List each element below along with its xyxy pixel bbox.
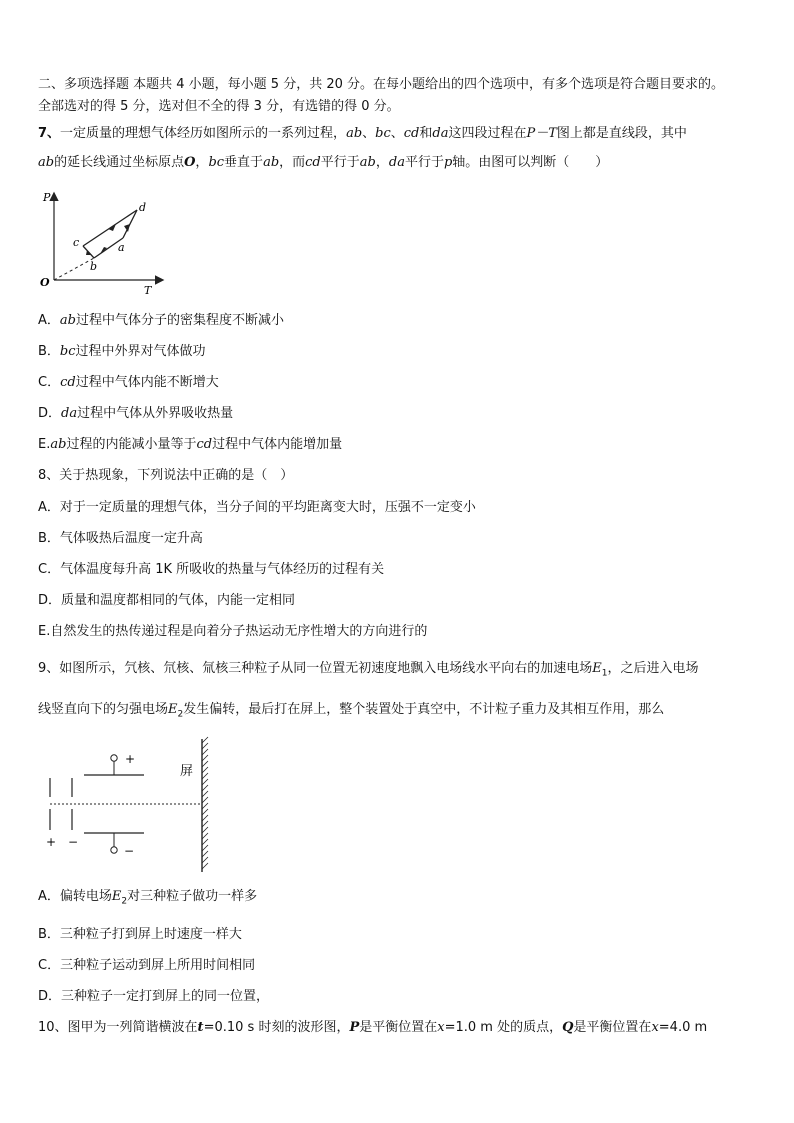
extension-dashed-line — [54, 258, 94, 280]
label-T: T — [144, 284, 152, 297]
label-minus-left: − — [68, 835, 79, 849]
q7-option-a: A．ab过程中气体分子的密集程度不断减小 — [38, 313, 284, 328]
terminal-top — [111, 755, 117, 761]
section-instructions-line2: 全部选对的得 5 分，选对但不全的得 3 分，有选错的得 0 分。 — [38, 99, 400, 114]
label-screen: 屏 — [180, 764, 194, 779]
field-apparatus-diagram — [40, 735, 220, 875]
q8-option-c: C．气体温度每升高 1K 所吸收的热量与气体经历的过程有关 — [38, 562, 385, 577]
arrow-cd — [108, 224, 116, 231]
label-minus-bottom: − — [124, 844, 135, 858]
q7-stem-line1: 7、一定质量的理想气体经历如图所示的一系列过程，ab、bc、cd和da这四段过程在P－T图上都是直线段，其中 — [38, 126, 687, 141]
q8-option-d: D．质量和温度都相同的气体，内能一定相同 — [38, 593, 296, 608]
q9-option-d: D．三种粒子一定打到屏上的同一位置， — [38, 989, 270, 1004]
terminal-bottom — [111, 847, 117, 853]
q7-option-d: D．da过程中气体从外界吸收热量 — [38, 406, 234, 421]
label-a: a — [118, 241, 125, 254]
q7-option-b: B．bc过程中外界对气体做功 — [38, 344, 206, 359]
q9-option-c: C．三种粒子运动到屏上所用时间相同 — [38, 958, 256, 973]
q10-stem-line1: 10、图甲为一列简谐横波在t=0.10 s 时刻的波形图，P是平衡位置在x=1.0 m 处的质点，Q是平衡位置在x=4.0 m — [38, 1020, 708, 1035]
pt-diagram — [36, 188, 172, 298]
q8-option-b: B．气体吸热后温度一定升高 — [38, 531, 203, 546]
label-plus-left: + — [46, 835, 57, 849]
q8-option-e: E.自然发生的热传递过程是向着分子热运动无序性增大的方向进行的 — [38, 624, 428, 639]
q9-stem-line1: 9、如图所示，氕核、氘核、氚核三种粒子从同一位置无初速度地飘入电场线水平向右的加速电场$E_1$，之后进入电场 — [38, 661, 699, 679]
screen-hatching — [202, 737, 208, 869]
q7-stem-line2: ab的延长线通过坐标原点O，bc垂直于ab，而cd平行于ab，da平行于p轴。由图可以判断（ ） — [38, 155, 609, 170]
q8-stem: 8、关于热现象，下列说法中正确的是（ ） — [38, 468, 294, 483]
label-plus-top: + — [125, 752, 136, 766]
q7-option-c: C．cd过程中气体内能不断增大 — [38, 375, 219, 390]
section-instructions-line1: 二、多项选择题 本题共 4 小题，每小题 5 分，共 20 分。在每小题给出的四个选项中，有多个选项是符合题目要求的。 — [38, 77, 725, 92]
q9-option-b: B．三种粒子打到屏上时速度一样大 — [38, 927, 242, 942]
label-d: d — [139, 201, 147, 214]
label-O: O — [40, 276, 50, 289]
label-b: b — [90, 260, 98, 273]
label-c: c — [73, 236, 80, 249]
q7-option-e: E.ab过程的内能减小量等于cd过程中气体内能增加量 — [38, 437, 343, 452]
q9-option-a: A．偏转电场$E_2$对三种粒子做功一样多 — [38, 889, 258, 907]
label-P: P — [43, 191, 51, 204]
q8-option-a: A．对于一定质量的理想气体，当分子间的平均距离变大时，压强不一定变小 — [38, 500, 476, 515]
arrow-bc — [86, 250, 92, 255]
q9-stem-line2: 线竖直向下的匀强电场$E_2$发生偏转，最后打在屏上，整个装置处于真空中，不计粒子重力及其相互作用，那么 — [38, 702, 665, 720]
